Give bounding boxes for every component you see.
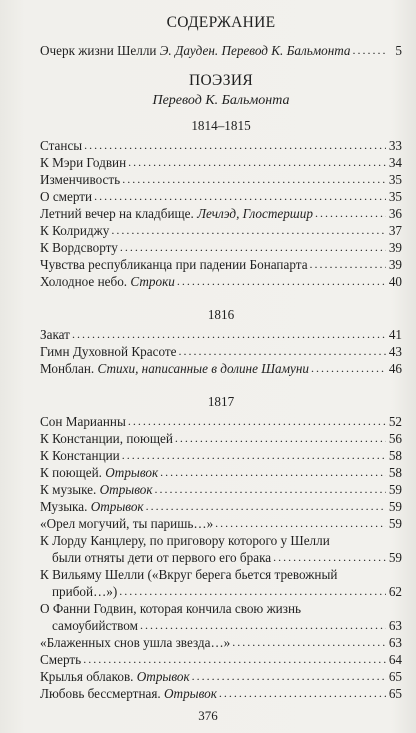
toc-entry xyxy=(40,326,402,343)
entry-subtitle: Отрывок xyxy=(136,669,190,684)
entry-title: «Блаженных снов ушла звезда…» xyxy=(40,635,231,650)
leader-dots xyxy=(177,273,386,290)
page-number: 64 xyxy=(388,652,402,667)
toc-entry xyxy=(40,566,402,600)
entry-text xyxy=(40,154,126,171)
toc-entry xyxy=(40,343,402,360)
year-heading: 1817 xyxy=(207,394,235,409)
entry-title: К Колриджу xyxy=(40,223,110,238)
entry-title: К Мэри Годвин xyxy=(40,155,127,170)
entry-title-continued xyxy=(40,549,402,566)
entry-text xyxy=(40,239,118,256)
toc-entry xyxy=(40,430,402,447)
leader-dots xyxy=(232,634,386,651)
toc-entry xyxy=(40,464,402,481)
entry-subtitle: Отрывок xyxy=(90,499,144,514)
entry-subtitle: Стихи, написанные в долине Шамуни xyxy=(97,361,309,376)
leader-dots xyxy=(273,549,386,566)
translator-line: Перевод К. Бальмонта xyxy=(152,93,290,108)
entry-title: «Орел могучий, ты паришь…» xyxy=(40,516,214,531)
leader-dots xyxy=(219,685,386,702)
toc-group-1816 xyxy=(40,326,402,377)
leader-dots xyxy=(128,154,386,171)
page-number: 59 xyxy=(388,550,402,565)
leader-dots xyxy=(122,171,386,188)
toc-entry xyxy=(40,600,402,634)
entry-title: О смерти xyxy=(40,189,93,204)
entry-title: К Констанции xyxy=(40,448,120,463)
toc-entry xyxy=(40,42,402,59)
toc-entry xyxy=(40,498,402,515)
entry-text xyxy=(40,413,126,430)
leader-dots xyxy=(128,413,386,430)
entry-title: Музыка. xyxy=(40,499,88,514)
leader-dots xyxy=(140,617,386,634)
leader-dots xyxy=(315,205,386,222)
entry-text xyxy=(40,447,120,464)
page-number: 37 xyxy=(388,223,402,238)
page-number: 5 xyxy=(395,43,402,58)
section-heading: ПОЭЗИЯ xyxy=(189,72,253,89)
entry-title-tail: самоубийством xyxy=(52,618,138,633)
toc-entry xyxy=(40,515,402,532)
toc-entry xyxy=(40,205,402,222)
toc-entry xyxy=(40,239,402,256)
toc-entry xyxy=(40,685,402,702)
entry-title: Стансы xyxy=(40,138,83,153)
page-number: 63 xyxy=(388,635,402,650)
toc-entry xyxy=(40,668,402,685)
leader-dots xyxy=(160,464,386,481)
entry-title: К Констанции, поющей xyxy=(40,431,173,446)
entry-title: К Лорду Канцлеру, по приговору которого у Шелли xyxy=(40,533,330,548)
leader-dots xyxy=(83,651,386,668)
year-heading: 1814–1815 xyxy=(191,118,251,133)
entry-title: Чувства республиканца при падении Бонапарта xyxy=(40,257,308,272)
entry-title: Монблан. xyxy=(40,361,95,376)
entry-text xyxy=(40,171,120,188)
year-heading: 1816 xyxy=(207,307,235,322)
entry-title: К Вордсворту xyxy=(40,240,118,255)
entry-text xyxy=(40,430,173,447)
entry-title: О Фанни Годвин, которая кончила свою жизнь xyxy=(40,601,302,616)
page-number: 36 xyxy=(388,206,402,221)
entry-title: К поющей. xyxy=(40,465,102,480)
entry-title-continued xyxy=(40,617,402,634)
entry-title: Холодное небо. xyxy=(40,274,128,289)
toc-entry xyxy=(40,651,402,668)
entry-title: Очерк жизни Шелли xyxy=(40,43,157,58)
entry-title: К музыке. xyxy=(40,482,97,497)
leader-dots xyxy=(155,481,386,498)
entry-text xyxy=(40,222,109,239)
toc-entry xyxy=(40,413,402,430)
leader-dots xyxy=(179,343,386,360)
toc-entry xyxy=(40,154,402,171)
leader-dots xyxy=(215,515,386,532)
leader-dots xyxy=(311,360,386,377)
entry-text xyxy=(40,273,175,290)
entry-text xyxy=(40,326,70,343)
page-number: 33 xyxy=(388,138,402,153)
leader-dots xyxy=(84,137,386,154)
page-number: 34 xyxy=(388,155,402,170)
entry-text xyxy=(40,137,82,154)
toc-entry xyxy=(40,222,402,239)
toc-group-1817 xyxy=(40,413,402,702)
entry-title: Смерть xyxy=(40,652,82,667)
entry-title: Изменчивость xyxy=(40,172,121,187)
leader-dots xyxy=(72,326,386,343)
page-folio: 376 xyxy=(198,708,218,723)
page-number: 59 xyxy=(388,482,402,497)
toc-entry xyxy=(40,188,402,205)
page-number: 59 xyxy=(388,516,402,531)
entry-text xyxy=(40,668,190,685)
entry-subtitle: Отрывок xyxy=(105,465,159,480)
entry-subtitle: Отрывок xyxy=(164,686,217,701)
page-number: 35 xyxy=(388,172,402,187)
toc-entry xyxy=(40,360,402,377)
leader-dots xyxy=(94,188,386,205)
entry-subtitle: Отрывок xyxy=(99,482,153,497)
page-number: 58 xyxy=(388,448,402,463)
entry-text xyxy=(40,634,230,651)
page-number: 58 xyxy=(388,465,402,480)
toc-entry xyxy=(40,256,402,273)
entry-text xyxy=(40,651,81,668)
leader-dots xyxy=(111,222,386,239)
entry-title: Сон Марианны xyxy=(40,414,126,429)
leader-dots xyxy=(310,256,386,273)
page-number: 52 xyxy=(388,414,402,429)
toc-entry xyxy=(40,137,402,154)
page-title: СОДЕРЖАНИЕ xyxy=(166,14,276,31)
page-number: 63 xyxy=(388,618,402,633)
entry-title: К Вильяму Шелли («Вкруг берега бьется тревожный xyxy=(40,567,338,582)
entry-title-continued xyxy=(40,583,402,600)
page-number: 56 xyxy=(388,431,402,446)
entry-text xyxy=(40,515,213,532)
leader-dots xyxy=(192,668,386,685)
entry-text xyxy=(40,464,158,481)
entry-subtitle: Лечлэд, Глостершир xyxy=(197,206,313,221)
leader-dots xyxy=(120,239,386,256)
entry-text xyxy=(40,256,308,273)
toc-group-1814-1815 xyxy=(40,137,402,290)
entry-text xyxy=(40,188,92,205)
leader-dots xyxy=(175,430,386,447)
entry-title: Закат xyxy=(40,327,70,342)
entry-text xyxy=(40,205,313,222)
page-number: 59 xyxy=(388,499,402,514)
page-number: 65 xyxy=(388,669,402,684)
entry-subtitle: Строки xyxy=(130,274,175,289)
leader-dots xyxy=(119,583,386,600)
toc-entry xyxy=(40,481,402,498)
entry-title: Крылья облаков. xyxy=(40,669,134,684)
toc-entry xyxy=(40,532,402,566)
page-number: 46 xyxy=(388,361,402,376)
page-number: 39 xyxy=(388,257,402,272)
page-number: 43 xyxy=(388,344,402,359)
entry-text xyxy=(40,498,144,515)
page-number: 39 xyxy=(388,240,402,255)
page-number: 35 xyxy=(388,189,402,204)
entry-title-tail: были отняты дети от первого его брака xyxy=(52,550,272,565)
toc-entry xyxy=(40,634,402,651)
entry-text xyxy=(40,685,217,702)
entry-title: Летний вечер на кладбище. xyxy=(40,206,194,221)
page-number: 41 xyxy=(388,327,402,342)
entry-text xyxy=(40,481,153,498)
entry-title: Гимн Духовной Красоте xyxy=(40,344,177,359)
entry-title: Любовь бессмертная. xyxy=(40,686,161,701)
page-number: 65 xyxy=(388,686,402,701)
toc-entry xyxy=(40,171,402,188)
toc-entry xyxy=(40,273,402,290)
leader-dots xyxy=(146,498,386,515)
toc-entry xyxy=(40,447,402,464)
entry-subtitle: Э. Дауден. Перевод К. Бальмонта xyxy=(159,43,351,58)
entry-text xyxy=(40,360,309,377)
page-number: 40 xyxy=(388,274,402,289)
entry-text xyxy=(40,343,177,360)
page-number: 62 xyxy=(388,584,402,599)
entry-title-tail: прибой…») xyxy=(52,584,118,599)
contents xyxy=(40,12,402,702)
leader-dots xyxy=(122,447,386,464)
leader-dots xyxy=(353,42,386,59)
